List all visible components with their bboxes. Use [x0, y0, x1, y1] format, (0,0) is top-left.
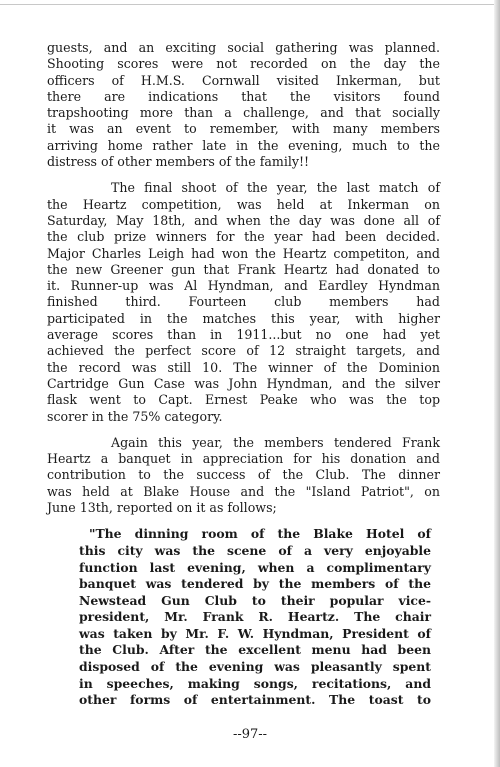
- text-line: was held at Blake House and the "Island Patriot", on: [47, 483, 440, 499]
- quote-line: "The dinning room of the Blake Hotel of: [89, 526, 431, 542]
- newspaper-quote: [79, 526, 431, 709]
- quote-line: banquet was tendered by the members of the: [79, 576, 431, 592]
- quote-line: Newstead Gun Club to their popular vice-: [79, 592, 431, 608]
- text-line: there are indications that the visitors found: [47, 88, 440, 104]
- paragraph-final-shoot: [47, 180, 440, 424]
- paragraph-social-gathering: [47, 40, 440, 170]
- text-line: participated in the matches this year, with higher: [47, 310, 440, 326]
- quote-line: was taken by Mr. F. W. Hyndman, President of: [79, 625, 431, 641]
- text-line: Major Charles Leigh had won the Heartz competiton, and: [47, 245, 440, 261]
- text-line: Shooting scores were not recorded on the day the: [47, 56, 440, 72]
- page-edge: [494, 0, 500, 767]
- text-line: Saturday, May 18th, and when the day was done all of: [47, 212, 440, 228]
- text-line: flask went to Capt. Ernest Peake who was the top: [47, 392, 440, 408]
- text-line: the record was still 10. The winner of the Dominion: [47, 359, 440, 375]
- text-line: it was an event to remember, with many members: [47, 121, 440, 137]
- text-line: June 13th, reported on it as follows;: [47, 500, 277, 516]
- paragraph-banquet: [47, 435, 440, 516]
- text-line: contribution to the success of the Club. The dinner: [47, 467, 440, 483]
- quote-line: function last evening, when a complimentary: [79, 559, 431, 575]
- quote-line: other forms of entertainment. The toast to: [79, 692, 431, 708]
- quote-line: this city was the scene of a very enjoyable: [79, 542, 431, 558]
- page-body: [47, 40, 440, 709]
- text-line: the club prize winners for the year had been decided.: [47, 229, 440, 245]
- text-line: officers of H.M.S. Cornwall visited Inkerman, but: [47, 72, 440, 88]
- text-line: Heartz a banquet in appreciation for his donation and: [47, 451, 440, 467]
- page-number: --97--: [232, 727, 268, 742]
- text-line: scorer in the 75% category.: [47, 408, 223, 424]
- quote-line: the Club. After the excellent menu had been: [79, 642, 431, 658]
- scan-top-line: [0, 4, 500, 5]
- text-line: The final shoot of the year, the last match of: [111, 180, 440, 196]
- text-line: Again this year, the members tendered Frank: [111, 434, 440, 450]
- quote-line: president, Mr. Frank R. Heartz. The chair: [79, 609, 431, 625]
- paragraph-gap: [47, 516, 440, 526]
- text-line: achieved the perfect score of 12 straight targets, and: [47, 343, 440, 359]
- text-line: arriving home rather late in the evening, much to the: [47, 137, 440, 153]
- text-line: distress of other members of the family!!: [47, 154, 310, 170]
- paragraph-gap: [47, 170, 440, 180]
- text-line: average scores than in 1911...but no one had yet: [47, 327, 440, 343]
- text-line: the new Greener gun that Frank Heartz had donated to: [47, 261, 440, 277]
- text-line: trapshooting more than a challenge, and that socially: [47, 105, 440, 121]
- text-line: guests, and an exciting social gathering was planned.: [47, 40, 440, 55]
- paragraph-gap: [47, 425, 440, 435]
- text-line: finished third. Fourteen club members had: [47, 294, 440, 310]
- text-line: it. Runner-up was Al Hyndman, and Eardley Hyndman: [47, 278, 440, 294]
- text-line: the Heartz competition, was held at Inkerman on: [47, 196, 440, 212]
- quote-line: disposed of the evening was pleasantly spent: [79, 659, 431, 675]
- quote-line: in speeches, making songs, recitations, and: [79, 675, 431, 691]
- text-line: Cartridge Gun Case was John Hyndman, and the silver: [47, 375, 440, 391]
